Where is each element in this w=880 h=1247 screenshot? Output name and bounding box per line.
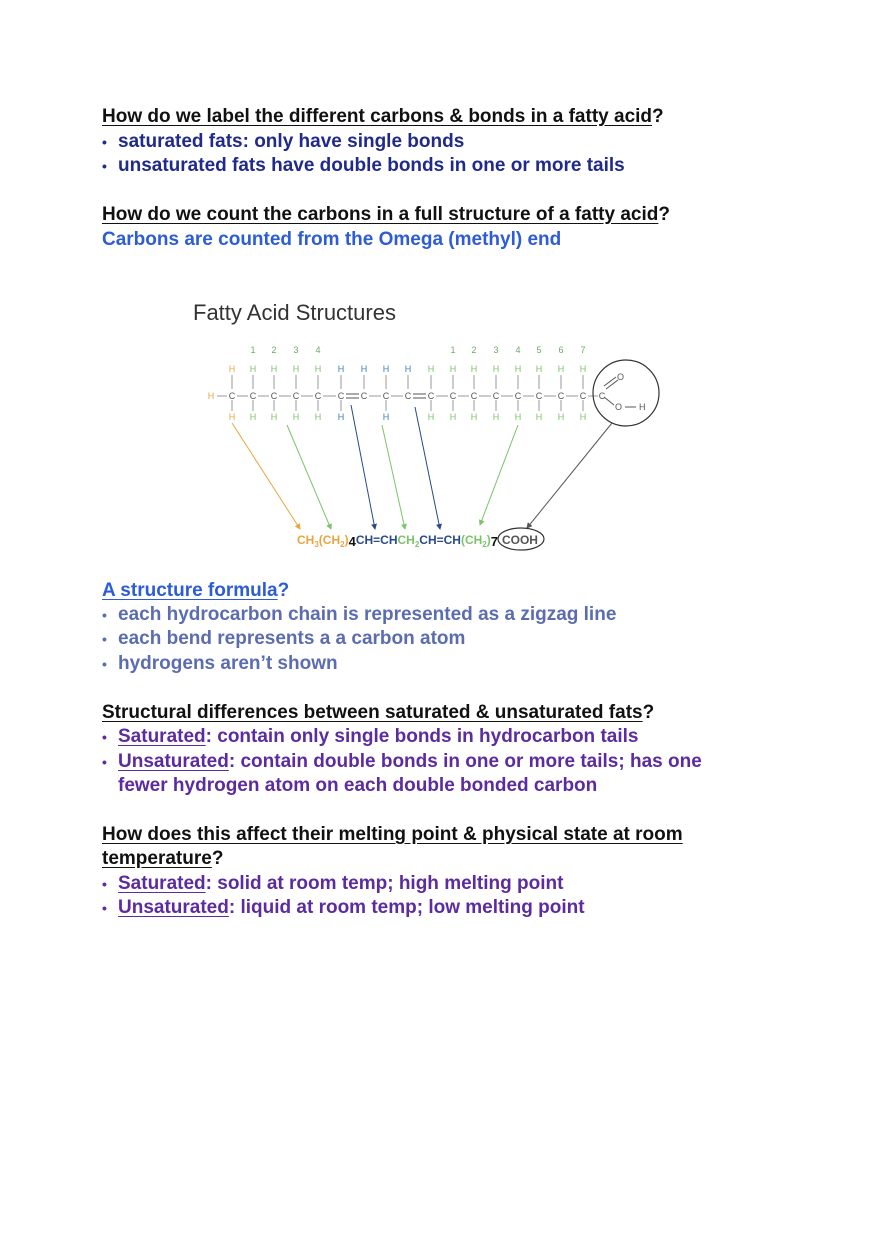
carbon-number: 4 [315, 345, 321, 355]
carbon-atom: C [382, 391, 390, 401]
bullet-icon: • [102, 754, 107, 770]
question-melting-point-cont: temperature? [102, 848, 224, 869]
hydrogen-atom: H [579, 412, 587, 422]
hydrogen-atom-oh: H [639, 402, 646, 412]
hydrogen-atom: H [514, 364, 522, 374]
hydrogen-atom: H [579, 364, 587, 374]
carbon-atom: C [270, 391, 278, 401]
answer-omega-end: Carbons are counted from the Omega (methyl) end [102, 229, 562, 250]
hydrogen-atom: H [514, 412, 522, 422]
hydrogen-atom: H [228, 412, 236, 422]
carbon-numbers-right [450, 345, 585, 355]
hydrogen-atom: H [492, 364, 500, 374]
carbon-atom: C [598, 391, 606, 401]
carbon-atom: C [557, 391, 565, 401]
carbon-atom: C [292, 391, 300, 401]
carbon-number: 2 [271, 345, 277, 355]
carbon-atom: C [470, 391, 478, 401]
carbon-number: 5 [536, 345, 542, 355]
carbon-atom: C [427, 391, 435, 401]
hydrogen-atom: H [449, 412, 457, 422]
carbon-atom: C [360, 391, 368, 401]
carbon-chain [208, 364, 606, 422]
hydrogen-atom: H [249, 364, 257, 374]
hydrogen-atom: H [535, 364, 543, 374]
hydrogen-atom: H [360, 364, 368, 374]
bullet-unsaturated-fats: unsaturated fats have double bonds in one or more tails [118, 155, 625, 176]
carbon-atom: C [492, 391, 500, 401]
hydrogen-atom: H [382, 364, 390, 374]
oxygen-atom-top: O [617, 372, 625, 382]
bullet-icon: • [102, 631, 107, 647]
carbon-number: 1 [250, 345, 256, 355]
carbon-atom: C [449, 391, 457, 401]
hydrogen-atom: H [292, 412, 300, 422]
bullet-saturated-structure: Saturated: contain only single bonds in hydrocarbon tails [118, 726, 639, 747]
bullet-icon: • [102, 876, 107, 892]
bullet-saturated-fats: saturated fats: only have single bonds [118, 131, 465, 152]
carbon-atom: C [535, 391, 543, 401]
hydrogen-atom: H [470, 364, 478, 374]
arrow [415, 407, 440, 529]
hydrogen-atom: H [427, 412, 435, 422]
hydrogen-atom: H [337, 412, 345, 422]
hydrogen-atom: H [292, 364, 300, 374]
hydrogen-atom: H [382, 412, 390, 422]
hydrogen-atom: H [314, 412, 322, 422]
condensed-formula: $CH_3(CH_2)4CH=CHCH_2CH=CH(CH_2)7$ COOH [297, 533, 538, 549]
bullet-unsaturated-structure-cont: fewer hydrogen atom on each double bonded carbon [118, 775, 598, 796]
bullet-icon: • [102, 607, 107, 623]
question-melting-point: How does this affect their melting point & physical state at room [102, 824, 683, 845]
question-count-carbons: How do we count the carbons in a full structure of a fatty acid? [102, 204, 670, 225]
figure-title: Fatty Acid Structures [193, 300, 396, 325]
hydrogen-atom: H [228, 364, 236, 374]
carbon-number: 6 [558, 345, 564, 355]
hydrogen-atom: H [492, 412, 500, 422]
fatty-acid-structure-figure [0, 285, 880, 585]
carbon-atom: C [228, 391, 236, 401]
structure-formula-heading: A structure formula? [102, 580, 290, 601]
bullet-unsaturated-melting: Unsaturated: liquid at room temp; low melting point [118, 897, 585, 918]
bullet-icon: • [102, 729, 107, 745]
arrow [527, 423, 612, 528]
hydrogen-atom: H [314, 364, 322, 374]
carbon-atom: C [249, 391, 257, 401]
carbon-atom: C [579, 391, 587, 401]
hydrogen-atom: H [270, 412, 278, 422]
arrows [232, 405, 612, 529]
hydrogen-atom: H [557, 412, 565, 422]
carbon-number: 3 [293, 345, 299, 355]
carbon-number: 7 [580, 345, 586, 355]
arrow [480, 425, 518, 525]
bullet-icon: • [102, 158, 107, 174]
arrow [351, 405, 375, 529]
hydrogen-atom: H [557, 364, 565, 374]
carbon-number: 3 [493, 345, 499, 355]
arrow [232, 423, 300, 529]
bullet-icon: • [102, 656, 107, 672]
arrow [287, 425, 331, 529]
carbon-atom: C [404, 391, 412, 401]
carbon-number: 4 [515, 345, 521, 355]
carbon-atom: C [314, 391, 322, 401]
hydrogen-atom: H [337, 364, 345, 374]
bullet-icon: • [102, 900, 107, 916]
hydrogen-atom: H [404, 364, 412, 374]
hydrogen-atom: H [470, 412, 478, 422]
arrow [382, 425, 405, 529]
bullet-hydrogens: hydrogens aren’t shown [118, 653, 338, 674]
bullet-zigzag: each hydrocarbon chain is represented as a zigzag line [118, 604, 617, 625]
carbon-number: 2 [471, 345, 477, 355]
carbon-numbers-left [250, 345, 320, 355]
bullet-unsaturated-structure: Unsaturated: contain double bonds in one or more tails; has one [118, 751, 702, 772]
bullet-bend: each bend represents a a carbon atom [118, 628, 466, 649]
hydrogen-atom: H [449, 364, 457, 374]
question-label-carbons: How do we label the different carbons & bonds in a fatty acid? [102, 106, 664, 127]
hydrogen-atom: H [207, 391, 215, 401]
bullet-saturated-melting: Saturated: solid at room temp; high melting point [118, 873, 564, 894]
hydrogen-atom: H [270, 364, 278, 374]
hydrogen-atom: H [427, 364, 435, 374]
carbon-number: 1 [450, 345, 456, 355]
oxygen-atom-bottom: O [615, 402, 623, 412]
bullet-icon: • [102, 134, 107, 150]
carbon-atom: C [514, 391, 522, 401]
question-structural-differences: Structural differences between saturated & unsaturated fats? [102, 702, 655, 723]
hydrogen-atom: H [249, 412, 257, 422]
hydrogen-atom: H [535, 412, 543, 422]
carbon-atom: C [337, 391, 345, 401]
